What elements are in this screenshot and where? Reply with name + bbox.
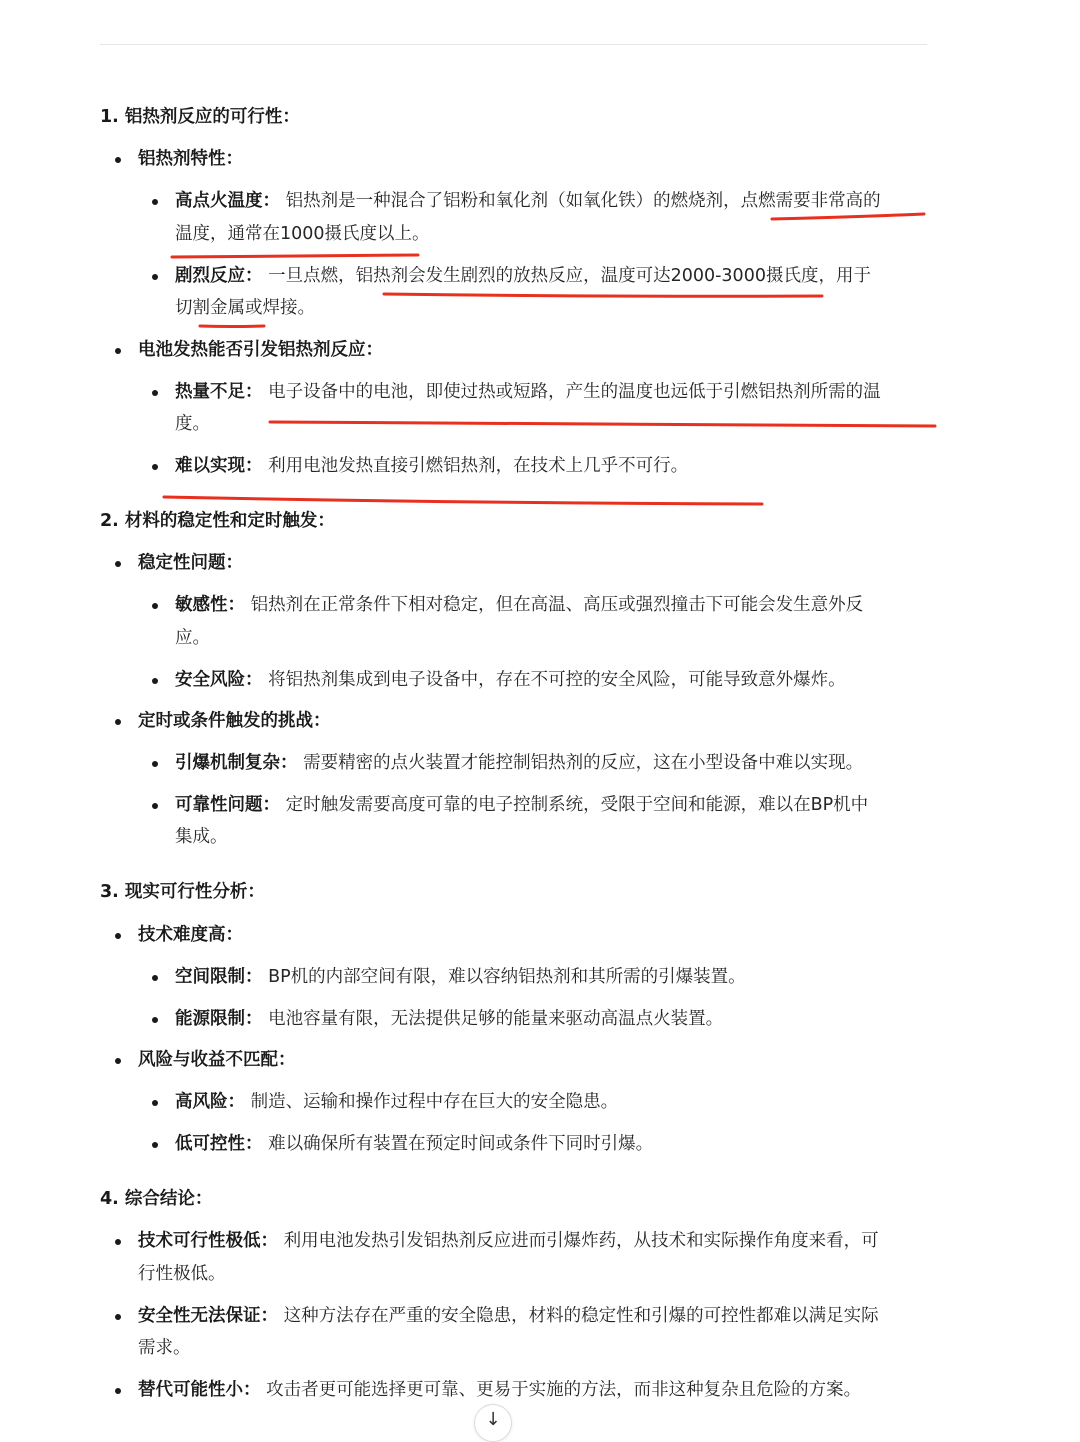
list-item	[175, 967, 746, 987]
bullet	[115, 157, 121, 163]
group-title: 风险与收益不匹配：	[138, 1050, 296, 1070]
list-item	[175, 595, 863, 615]
item-label: 高点火温度：	[175, 191, 280, 211]
item-label: 技术可行性极低：	[138, 1231, 278, 1251]
item-label: 剧烈反应：	[175, 266, 263, 286]
list-item	[175, 382, 881, 402]
list-item	[175, 266, 871, 286]
item-label: 引爆机制复杂：	[175, 753, 298, 773]
bullet	[115, 1239, 121, 1245]
item-text-continued: 需求。	[138, 1338, 191, 1358]
bullet	[152, 1017, 158, 1023]
red-underline	[172, 255, 418, 257]
red-underline	[200, 326, 264, 327]
item-label: 空间限制：	[175, 967, 263, 987]
item-label: 敏感性：	[175, 595, 245, 615]
bullet	[115, 1314, 121, 1320]
bullet	[115, 1388, 121, 1394]
item-label: 低可控性：	[175, 1134, 263, 1154]
bullet	[115, 348, 121, 354]
list-item	[138, 1231, 879, 1251]
bullet	[152, 274, 158, 280]
group-title: 技术难度高：	[138, 925, 243, 945]
item-label: 安全风险：	[175, 670, 263, 690]
list-item	[175, 1009, 723, 1029]
item-label: 安全性无法保证：	[138, 1306, 278, 1326]
item-text-continued: 集成。	[175, 827, 228, 847]
list-item	[175, 753, 863, 773]
section-heading: 3. 现实可行性分析：	[100, 882, 265, 902]
red-underline	[270, 422, 935, 426]
item-text: 利用电池发热直接引燃铝热剂，在技术上几乎不可行。	[268, 456, 689, 476]
bullet	[152, 1142, 158, 1148]
list-item	[175, 670, 846, 690]
item-text: 制造、运输和操作过程中存在巨大的安全隐患。	[250, 1092, 619, 1112]
bullet	[152, 975, 158, 981]
item-text: 铝热剂是一种混合了铝粉和氧化剂（如氧化铁）的燃烧剂，点燃需要非常高的	[285, 191, 881, 211]
bullet	[152, 803, 158, 809]
top-divider	[100, 44, 927, 45]
bullet	[115, 933, 121, 939]
item-text: 一旦点燃，铝热剂会发生剧烈的放热反应，温度可达2000-3000摄氏度，用于	[268, 266, 871, 286]
group-title: 铝热剂特性：	[138, 149, 243, 169]
item-text-continued: 度。	[175, 414, 210, 434]
item-text: 利用电池发热引发铝热剂反应进而引爆炸药，从技术和实际操作角度来看，可	[283, 1231, 879, 1251]
item-label: 能源限制：	[175, 1009, 263, 1029]
list-item	[175, 456, 688, 476]
section-heading: 2. 材料的稳定性和定时触发：	[100, 511, 335, 531]
list-item	[175, 1092, 618, 1112]
bullet	[152, 390, 158, 396]
item-label: 高风险：	[175, 1092, 245, 1112]
list-item	[175, 191, 881, 211]
scroll-down-button[interactable]	[474, 1404, 512, 1442]
bullet	[115, 561, 121, 567]
red-underline	[384, 294, 822, 296]
item-text: 定时触发需要高度可靠的电子控制系统，受限于空间和能源，难以在BP机中	[285, 795, 869, 815]
item-text: 将铝热剂集成到电子设备中，存在不可控的安全风险，可能导致意外爆炸。	[268, 670, 846, 690]
item-text: 难以确保所有装置在预定时间或条件下同时引爆。	[268, 1134, 654, 1154]
item-text: 电子设备中的电池，即使过热或短路，产生的温度也远低于引燃铝热剂所需的温	[268, 382, 881, 402]
arrow-down-icon: ↓	[485, 1409, 501, 1430]
item-text-continued: 行性极低。	[138, 1264, 226, 1284]
list-item	[175, 795, 868, 815]
item-text: 铝热剂在正常条件下相对稳定，但在高温、高压或强烈撞击下可能会发生意外反	[250, 595, 864, 615]
item-text-continued: 温度，通常在1000摄氏度以上。	[175, 224, 430, 244]
item-label: 可靠性问题：	[175, 795, 280, 815]
item-text: 电池容量有限，无法提供足够的能量来驱动高温点火装置。	[268, 1009, 724, 1029]
bullet	[115, 719, 121, 725]
item-label: 替代可能性小：	[138, 1380, 261, 1400]
bullet	[152, 199, 158, 205]
item-text: BP机的内部空间有限，难以容纳铝热剂和其所需的引爆装置。	[268, 967, 746, 987]
red-underline	[164, 497, 762, 504]
item-text-continued: 应。	[175, 628, 210, 648]
bullet	[152, 1100, 158, 1106]
item-label: 难以实现：	[175, 456, 263, 476]
item-text: 这种方法存在严重的安全隐患，材料的稳定性和引爆的可控性都难以满足实际	[283, 1306, 879, 1326]
list-item	[175, 1134, 653, 1154]
list-item	[138, 1306, 879, 1326]
section-heading: 1. 铝热剂反应的可行性：	[100, 107, 300, 127]
section-heading: 4. 综合结论：	[100, 1189, 213, 1209]
bullet	[152, 603, 158, 609]
bullet	[152, 464, 158, 470]
list-item	[138, 1380, 861, 1400]
red-underline	[772, 214, 924, 219]
item-text: 攻击者更可能选择更可靠、更易于实施的方法，而非这种复杂且危险的方案。	[266, 1380, 862, 1400]
item-text: 需要精密的点火装置才能控制铝热剂的反应，这在小型设备中难以实现。	[303, 753, 864, 773]
bullet	[152, 678, 158, 684]
bullet	[115, 1058, 121, 1064]
group-title: 定时或条件触发的挑战：	[138, 711, 331, 731]
item-text-continued: 切割金属或焊接。	[175, 298, 315, 318]
bullet	[152, 761, 158, 767]
group-title: 稳定性问题：	[138, 553, 243, 573]
item-label: 热量不足：	[175, 382, 263, 402]
group-title: 电池发热能否引发铝热剂反应：	[138, 340, 383, 360]
